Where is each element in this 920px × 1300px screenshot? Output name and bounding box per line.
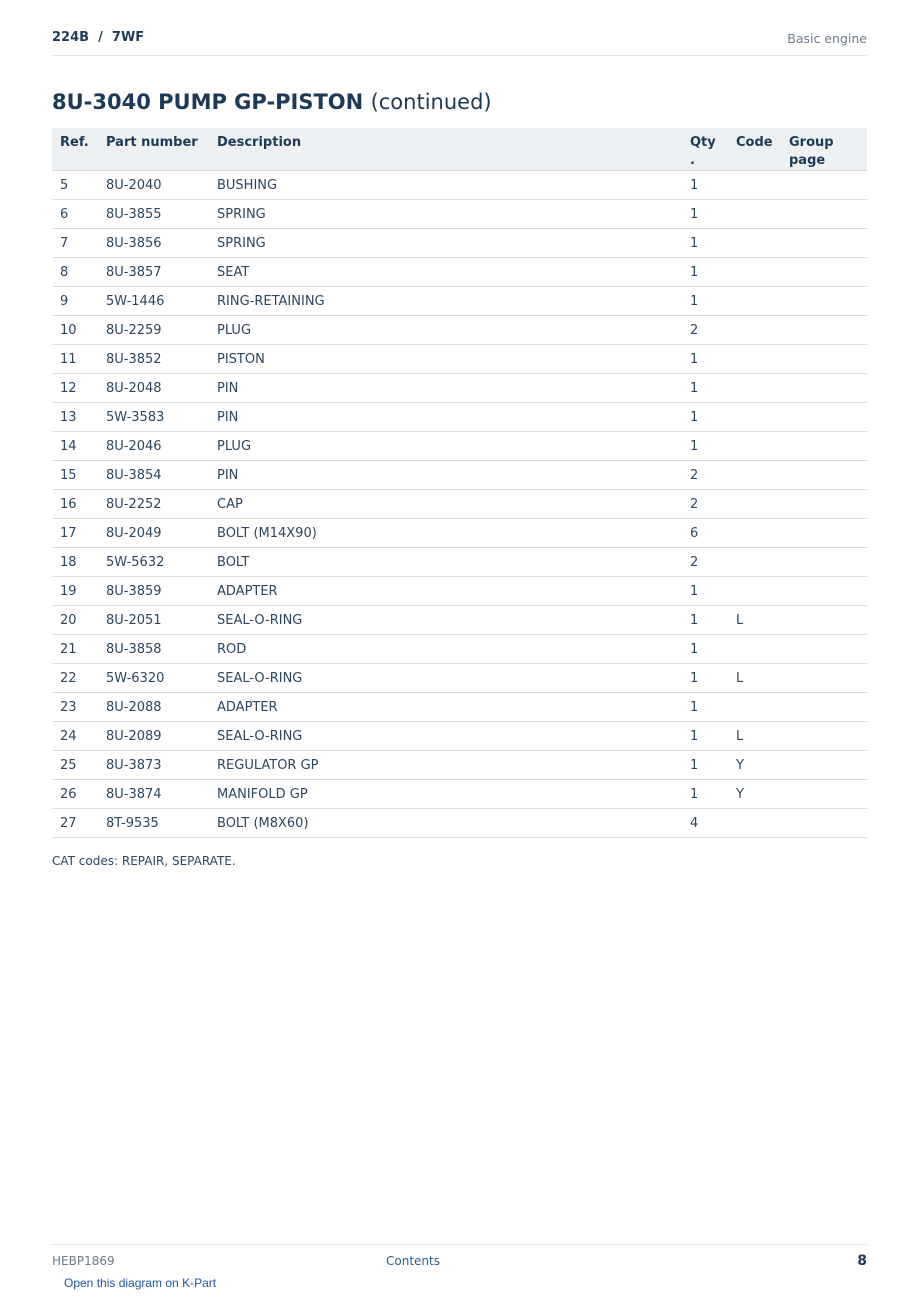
part-number-cell: 8U-2051 — [98, 606, 209, 635]
code-cell — [728, 316, 781, 345]
group-page-cell — [781, 606, 867, 635]
code-cell — [728, 577, 781, 606]
part-number-cell: 5W-3583 — [98, 403, 209, 432]
code-cell — [728, 229, 781, 258]
title-main: 8U-3040 PUMP GP-PISTON — [52, 90, 364, 114]
description-cell: PIN — [209, 403, 682, 432]
code-cell — [728, 809, 781, 838]
cat-codes-note: CAT codes: REPAIR, SEPARATE. — [52, 854, 236, 868]
ref-cell: 25 — [52, 751, 98, 780]
code-cell — [728, 635, 781, 664]
table-row — [52, 548, 867, 577]
qty-cell: 6 — [682, 519, 728, 548]
ref-cell: 27 — [52, 809, 98, 838]
table-row — [52, 432, 867, 461]
parts-table-body — [52, 171, 867, 838]
open-diagram-link[interactable]: Open this diagram on K-Part — [64, 1276, 217, 1290]
part-number-cell: 8U-3874 — [98, 780, 209, 809]
code-cell — [728, 374, 781, 403]
part-number-cell: 8U-3855 — [98, 200, 209, 229]
description-cell: SEAL-O-RING — [209, 606, 682, 635]
column-header-part-number: Part number — [98, 128, 209, 171]
part-number-cell: 8T-9535 — [98, 809, 209, 838]
description-cell: PIN — [209, 374, 682, 403]
part-number-cell: 8U-2088 — [98, 693, 209, 722]
description-cell: ROD — [209, 635, 682, 664]
description-cell: ADAPTER — [209, 693, 682, 722]
description-cell: REGULATOR GP — [209, 751, 682, 780]
qty-cell: 2 — [682, 461, 728, 490]
table-header-row — [52, 128, 867, 171]
table-row — [52, 229, 867, 258]
part-number-cell: 5W-6320 — [98, 664, 209, 693]
code-cell — [728, 287, 781, 316]
part-number-cell: 8U-2049 — [98, 519, 209, 548]
qty-cell: 1 — [682, 664, 728, 693]
table-row — [52, 345, 867, 374]
description-cell: BOLT — [209, 548, 682, 577]
group-page-cell — [781, 432, 867, 461]
code-cell: L — [728, 606, 781, 635]
group-page-cell — [781, 403, 867, 432]
parts-table — [52, 128, 867, 838]
code-cell — [728, 519, 781, 548]
description-cell: BOLT (M8X60) — [209, 809, 682, 838]
code-cell — [728, 258, 781, 287]
group-page-cell — [781, 519, 867, 548]
qty-cell: 1 — [682, 345, 728, 374]
ref-cell: 18 — [52, 548, 98, 577]
code-cell — [728, 345, 781, 374]
table-row — [52, 519, 867, 548]
group-page-cell — [781, 490, 867, 519]
code-cell: Y — [728, 751, 781, 780]
group-page-cell — [781, 171, 867, 200]
column-header-code: Code — [728, 128, 781, 171]
table-row — [52, 606, 867, 635]
description-cell: MANIFOLD GP — [209, 780, 682, 809]
group-page-cell — [781, 461, 867, 490]
table-row — [52, 722, 867, 751]
code-cell — [728, 171, 781, 200]
group-page-cell — [781, 229, 867, 258]
part-number-cell: 8U-3856 — [98, 229, 209, 258]
part-number-cell: 5W-1446 — [98, 287, 209, 316]
part-number-cell: 8U-2252 — [98, 490, 209, 519]
description-cell: PISTON — [209, 345, 682, 374]
qty-cell: 4 — [682, 809, 728, 838]
column-header-ref: Ref. — [52, 128, 98, 171]
model-label: 224B / 7WF — [52, 30, 145, 45]
group-page-cell — [781, 548, 867, 577]
ref-cell: 17 — [52, 519, 98, 548]
qty-cell: 2 — [682, 316, 728, 345]
group-page-cell — [781, 200, 867, 229]
group-page-cell — [781, 258, 867, 287]
ref-cell: 13 — [52, 403, 98, 432]
description-cell: RING-RETAINING — [209, 287, 682, 316]
page-title — [52, 90, 492, 114]
code-cell — [728, 432, 781, 461]
description-cell: ADAPTER — [209, 577, 682, 606]
table-row — [52, 403, 867, 432]
ref-cell: 14 — [52, 432, 98, 461]
table-row — [52, 287, 867, 316]
code-cell — [728, 548, 781, 577]
ref-cell: 21 — [52, 635, 98, 664]
ref-cell: 10 — [52, 316, 98, 345]
table-row — [52, 461, 867, 490]
description-cell: BOLT (M14X90) — [209, 519, 682, 548]
column-header-description: Description — [209, 128, 682, 171]
page-number: 8 — [857, 1253, 867, 1269]
group-page-cell — [781, 287, 867, 316]
group-page-cell — [781, 693, 867, 722]
qty-cell: 1 — [682, 229, 728, 258]
code-cell — [728, 200, 781, 229]
ref-cell: 8 — [52, 258, 98, 287]
table-row — [52, 171, 867, 200]
group-page-cell — [781, 316, 867, 345]
ref-cell: 20 — [52, 606, 98, 635]
group-page-cell — [781, 664, 867, 693]
ref-cell: 15 — [52, 461, 98, 490]
table-row — [52, 374, 867, 403]
qty-cell: 2 — [682, 548, 728, 577]
table-row — [52, 635, 867, 664]
ref-cell: 6 — [52, 200, 98, 229]
ref-cell: 9 — [52, 287, 98, 316]
description-cell: SEAL-O-RING — [209, 722, 682, 751]
table-row — [52, 751, 867, 780]
part-number-cell: 8U-3873 — [98, 751, 209, 780]
group-page-cell — [781, 751, 867, 780]
group-page-cell — [781, 722, 867, 751]
description-cell: CAP — [209, 490, 682, 519]
part-number-cell: 8U-3857 — [98, 258, 209, 287]
code-cell: L — [728, 722, 781, 751]
code-cell — [728, 490, 781, 519]
ref-cell: 23 — [52, 693, 98, 722]
part-number-cell: 5W-5632 — [98, 548, 209, 577]
qty-cell: 1 — [682, 287, 728, 316]
qty-cell: 1 — [682, 200, 728, 229]
ref-cell: 12 — [52, 374, 98, 403]
qty-cell: 1 — [682, 403, 728, 432]
code-cell — [728, 461, 781, 490]
part-number-cell: 8U-3852 — [98, 345, 209, 374]
ref-cell: 22 — [52, 664, 98, 693]
qty-cell: 2 — [682, 490, 728, 519]
qty-cell: 1 — [682, 577, 728, 606]
qty-cell: 1 — [682, 635, 728, 664]
description-cell: SEAL-O-RING — [209, 664, 682, 693]
part-number-cell: 8U-3854 — [98, 461, 209, 490]
table-row — [52, 200, 867, 229]
table-row — [52, 664, 867, 693]
group-page-cell — [781, 345, 867, 374]
group-page-cell — [781, 780, 867, 809]
table-row — [52, 693, 867, 722]
part-number-cell: 8U-2040 — [98, 171, 209, 200]
ref-cell: 5 — [52, 171, 98, 200]
qty-cell: 1 — [682, 780, 728, 809]
code-cell: Y — [728, 780, 781, 809]
qty-cell: 1 — [682, 374, 728, 403]
table-row — [52, 780, 867, 809]
group-page-cell — [781, 635, 867, 664]
part-number-cell: 8U-2046 — [98, 432, 209, 461]
ref-cell: 11 — [52, 345, 98, 374]
group-page-cell — [781, 577, 867, 606]
description-cell: SPRING — [209, 229, 682, 258]
qty-cell: 1 — [682, 722, 728, 751]
description-cell: SPRING — [209, 200, 682, 229]
qty-cell: 1 — [682, 693, 728, 722]
qty-cell: 1 — [682, 171, 728, 200]
part-number-cell: 8U-2089 — [98, 722, 209, 751]
page-header — [52, 28, 867, 56]
table-row — [52, 258, 867, 287]
title-continued: (continued) — [370, 90, 492, 114]
description-cell: PLUG — [209, 316, 682, 345]
description-cell: BUSHING — [209, 171, 682, 200]
part-number-cell: 8U-2259 — [98, 316, 209, 345]
table-row — [52, 316, 867, 345]
code-cell: L — [728, 664, 781, 693]
description-cell: SEAT — [209, 258, 682, 287]
column-header-group-page: Group page — [781, 128, 867, 171]
section-label: Basic engine — [787, 31, 867, 46]
description-cell: PIN — [209, 461, 682, 490]
group-page-cell — [781, 809, 867, 838]
part-number-cell: 8U-3858 — [98, 635, 209, 664]
document-id: HEBP1869 — [52, 1254, 115, 1268]
table-row — [52, 490, 867, 519]
ref-cell: 16 — [52, 490, 98, 519]
ref-cell: 7 — [52, 229, 98, 258]
ref-cell: 24 — [52, 722, 98, 751]
contents-link[interactable]: Contents — [386, 1254, 440, 1268]
qty-cell: 1 — [682, 606, 728, 635]
qty-cell: 1 — [682, 432, 728, 461]
ref-cell: 26 — [52, 780, 98, 809]
ref-cell: 19 — [52, 577, 98, 606]
description-cell: PLUG — [209, 432, 682, 461]
table-row — [52, 809, 867, 838]
qty-cell: 1 — [682, 258, 728, 287]
part-number-cell: 8U-3859 — [98, 577, 209, 606]
column-header-qty: Qty . — [682, 128, 728, 171]
part-number-cell: 8U-2048 — [98, 374, 209, 403]
table-row — [52, 577, 867, 606]
group-page-cell — [781, 374, 867, 403]
page-footer — [52, 1244, 867, 1275]
qty-cell: 1 — [682, 751, 728, 780]
code-cell — [728, 693, 781, 722]
code-cell — [728, 403, 781, 432]
